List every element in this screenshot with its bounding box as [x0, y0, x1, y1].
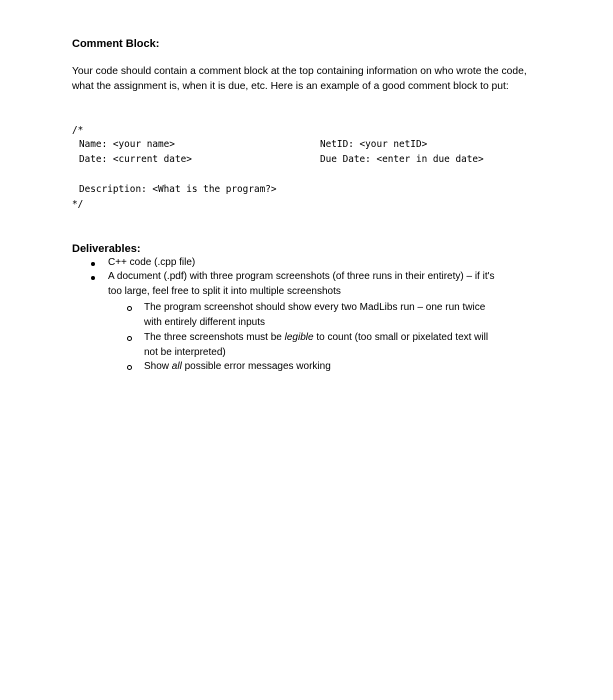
sub-item-errors-pre: Show [144, 361, 172, 372]
sub-item-legible-line2: not be interpreted) [144, 347, 226, 358]
code-comment-close: */ [72, 199, 84, 210]
sub-item-legible-pre: The three screenshots must be [144, 332, 285, 343]
deliverable-item-pdf-line2: too large, feel free to split it into multiple screenshots [108, 286, 341, 297]
comment-block-intro: Your code should contain a comment block at the top containing information on who wrote the code, what the assignment is, when it is due, etc. Here is an example of a good comment block to put: [72, 66, 527, 92]
code-name-line: Name: <your name> [79, 139, 175, 150]
code-date-line: Date: <current date> [79, 154, 192, 165]
sub-item-legible-emphasis: legible [284, 332, 314, 343]
code-netid-line: NetID: <your netID> [320, 139, 428, 150]
sub-item-legible-line1 [144, 331, 488, 345]
sub-item-madlibs-line2: with entirely different inputs [144, 317, 265, 328]
deliverables-heading: Deliverables: [72, 243, 141, 255]
bullet-icon [91, 276, 95, 280]
deliverable-item-cpp: C++ code (.cpp file) [108, 257, 196, 268]
sub-item-madlibs-line1: The program screenshot should show every two MadLibs run – one run twice [144, 302, 486, 313]
code-due-date-line: Due Date: <enter in due date> [320, 154, 484, 165]
sub-item-legible-post: to count (too small or pixelated text will [313, 332, 489, 343]
sub-item-errors-emphasis: all [171, 361, 182, 372]
deliverable-item-pdf-line1: A document (.pdf) with three program screenshots (of three runs in their entirety) – if it's [108, 271, 495, 282]
sub-item-errors-post: possible error messages working [181, 361, 331, 372]
sub-bullet-icon [127, 336, 132, 341]
sub-bullet-icon [127, 365, 132, 370]
comment-block-heading: Comment Block: [72, 38, 160, 50]
code-comment-open: /* [72, 125, 84, 136]
bullet-icon [91, 262, 95, 266]
sub-item-errors [144, 360, 331, 374]
sub-bullet-icon [127, 306, 132, 311]
code-description-line: Description: <What is the program?> [79, 184, 277, 195]
